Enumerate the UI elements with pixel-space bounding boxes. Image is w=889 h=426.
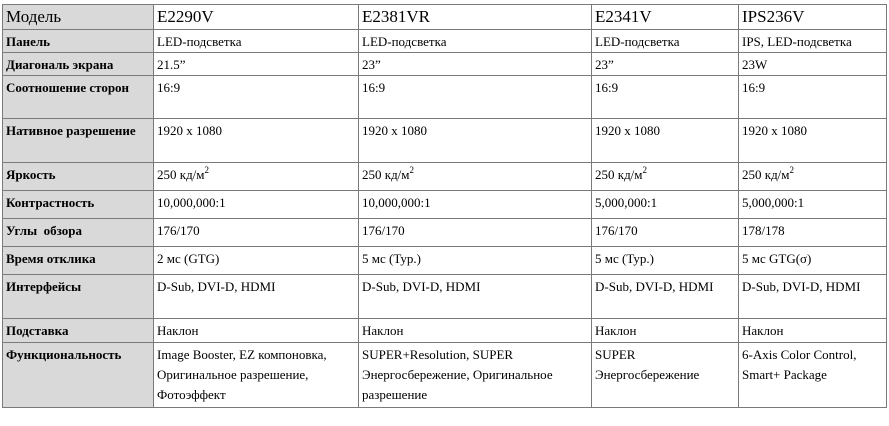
brightness-value: 250 кд/м [157,167,205,182]
table-row [3,53,887,76]
model-header: E2341V [592,5,739,30]
table-cell: D-Sub, DVI-D, HDMI [359,275,592,319]
table-row [3,76,887,119]
table-cell: 1920 x 1080 [739,119,887,163]
row-label: Соотношение сторон [3,76,154,119]
brightness-value: 250 кд/м [362,167,410,182]
row-label: Нативное разрешение [3,119,154,163]
table-cell: 16:9 [592,76,739,119]
table-cell: Image Booster, EZ компоновка, Оригинальное разрешение, Фотоэффект [154,343,359,408]
table-cell: 2 мс (GTG) [154,247,359,275]
model-header: IPS236V [739,5,887,30]
superscript: 2 [789,165,795,175]
row-label: Яркость [3,163,154,191]
row-label: Время отклика [3,247,154,275]
table-cell: Наклон [154,319,359,343]
row-label: Интерфейсы [3,275,154,319]
table-cell: 16:9 [154,76,359,119]
table-cell: 16:9 [739,76,887,119]
table-row [3,219,887,247]
superscript: 2 [642,165,648,175]
table-cell [154,163,359,191]
table-cell: 5 мс (Typ.) [359,247,592,275]
table-cell: 176/170 [154,219,359,247]
row-label: Панель [3,30,154,53]
table-cell: 6-Axis Color Control, Smart+ Package [739,343,887,408]
table-row [3,191,887,219]
table-cell: 1920 x 1080 [359,119,592,163]
table-cell: 178/178 [739,219,887,247]
table-row [3,343,887,408]
table-cell: SUPER+Resolution, SUPER Энергосбережение, Оригинальное разрешение [359,343,592,408]
table-row [3,275,887,319]
table-row [3,247,887,275]
model-header: E2381VR [359,5,592,30]
superscript: 2 [204,165,210,175]
table-cell: 16:9 [359,76,592,119]
row-label: Функциональность [3,343,154,408]
table-cell: Наклон [359,319,592,343]
table-cell: SUPER Энергосбережение [592,343,739,408]
table-row [3,119,887,163]
table-cell: IPS, LED-подсветка [739,30,887,53]
table-cell: 23” [592,53,739,76]
table-cell: 21.5” [154,53,359,76]
table-cell: 5 мс GTG(σ) [739,247,887,275]
table-cell: 10,000,000:1 [154,191,359,219]
brightness-value: 250 кд/м [595,167,643,182]
table-cell: 176/170 [592,219,739,247]
table-cell: 23W [739,53,887,76]
table-cell: 5,000,000:1 [739,191,887,219]
table-cell: LED-подсветка [592,30,739,53]
table-cell [739,163,887,191]
row-label: Диагональ экрана [3,53,154,76]
table-cell: 5 мс (Typ.) [592,247,739,275]
table-cell: 1920 x 1080 [592,119,739,163]
table-row [3,30,887,53]
table-cell [592,163,739,191]
table-cell: 23” [359,53,592,76]
table-cell: D-Sub, DVI-D, HDMI [592,275,739,319]
table-row [3,163,887,191]
table-cell: LED-подсветка [154,30,359,53]
table-cell: D-Sub, DVI-D, HDMI [154,275,359,319]
table-cell: 176/170 [359,219,592,247]
header-row [3,5,887,30]
brightness-value: 250 кд/м [742,167,790,182]
table-row [3,319,887,343]
row-label: Контрастность [3,191,154,219]
table-cell: LED-подсветка [359,30,592,53]
spec-table [2,4,887,408]
table-cell: 1920 x 1080 [154,119,359,163]
table-cell: 5,000,000:1 [592,191,739,219]
table-cell: Наклон [592,319,739,343]
table-cell: D-Sub, DVI-D, HDMI [739,275,887,319]
table-cell: 10,000,000:1 [359,191,592,219]
superscript: 2 [409,165,415,175]
row-label: Подставка [3,319,154,343]
table-cell [359,163,592,191]
table-cell: Наклон [739,319,887,343]
row-label: Углы обзора [3,219,154,247]
model-header: E2290V [154,5,359,30]
corner-header: Модель [3,5,154,30]
